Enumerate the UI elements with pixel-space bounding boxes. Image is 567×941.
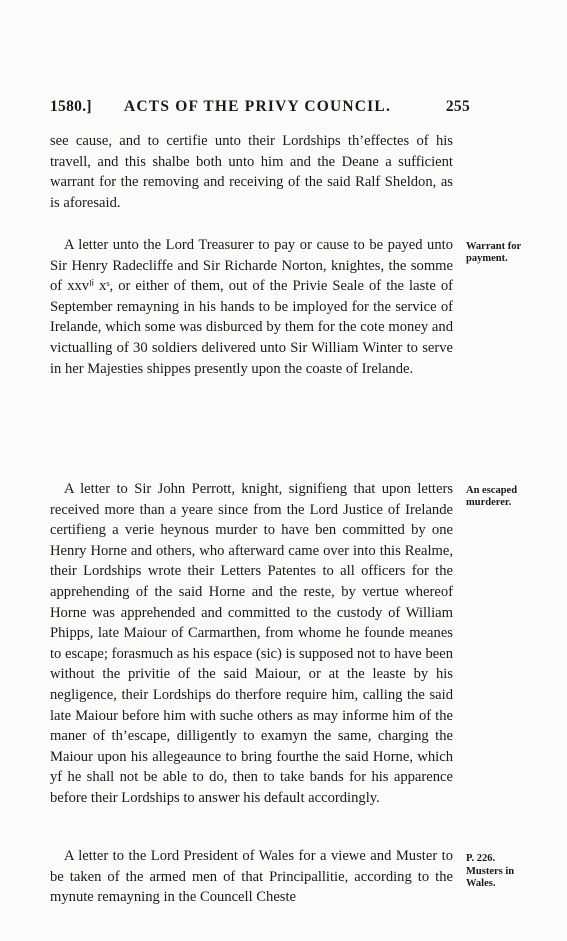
margin-note-page-ref: P. 226.: [466, 853, 496, 864]
margin-note-musters: Musters in Wales.: [466, 866, 515, 889]
running-header: [50, 98, 470, 122]
page-number: 255: [445, 98, 470, 115]
paragraph-lord-president: A letter to the Lord President of Wales for a viewe and Muster to be taken of the armed men of that Principallitie, according to the mynute remayning in the Councell Cheste: [50, 848, 453, 906]
paragraph-lord-treasurer: A letter unto the Lord Treasurer to pay or cause to be payed unto Sir Henry Radecliffe and Sir Richarde Norton, knightes, the somme of xxvˡⁱ xˢ, or either of them, out of the Privie Seale of the laste of September remayning in his hands to be imployed for the service of Irelande, which some was disburced by them for the cote money and victualling of 30 soldiers delivered unto Sir William Winter to serve in her Majesties shippes presently upon the coaste of Irelande.: [50, 237, 453, 377]
header-year: 1580.]: [50, 98, 92, 115]
paragraph-continuation: see cause, and to certifie unto their Lordships th’effectes of his travell, and this shalbe both unto him and the Deane a sufficient warrant for the removing and receiving of the said Ralf Sheldon, as is aforesaid.: [50, 133, 453, 211]
margin-note-murderer: An escaped murderer.: [466, 485, 518, 508]
paragraph-john-perrott: A letter to Sir John Perrott, knight, signifieng that upon letters received more than a yeare since from the Lord Justice of Irelande certifieng a verie heynous murder to have ben committed by one Henry Horne and others, who afterward came over into this Realme, their Lordships wrote their Letters Patentes to all officers for the apprehending of the said Horne and the reste, by vertue whereof Horne was apprehended and committed to the custody of William Phipps, late Maiour of Carmarthen, from whome he founde meanes to escape; forasmuch as his espace (sic) is supposed not to have been without the privitie of the said Maiour, or at the leaste by his negligence, their Lordships do therfore require him, calling the said late Maiour before him with suche others as may informe him of the maner of th’escape, dilligently to examyn the same, charging the Maiour upon his allegeaunce to bring fourthe the said Horne, which yf he shall not be able to do, then to take bands for his apparence before their Lordships to answer his default accordingly.: [50, 481, 453, 806]
margin-note-warrant: Warrant for payment.: [466, 241, 521, 264]
header-title: ACTS OF THE PRIVY COUNCIL.: [124, 98, 392, 115]
